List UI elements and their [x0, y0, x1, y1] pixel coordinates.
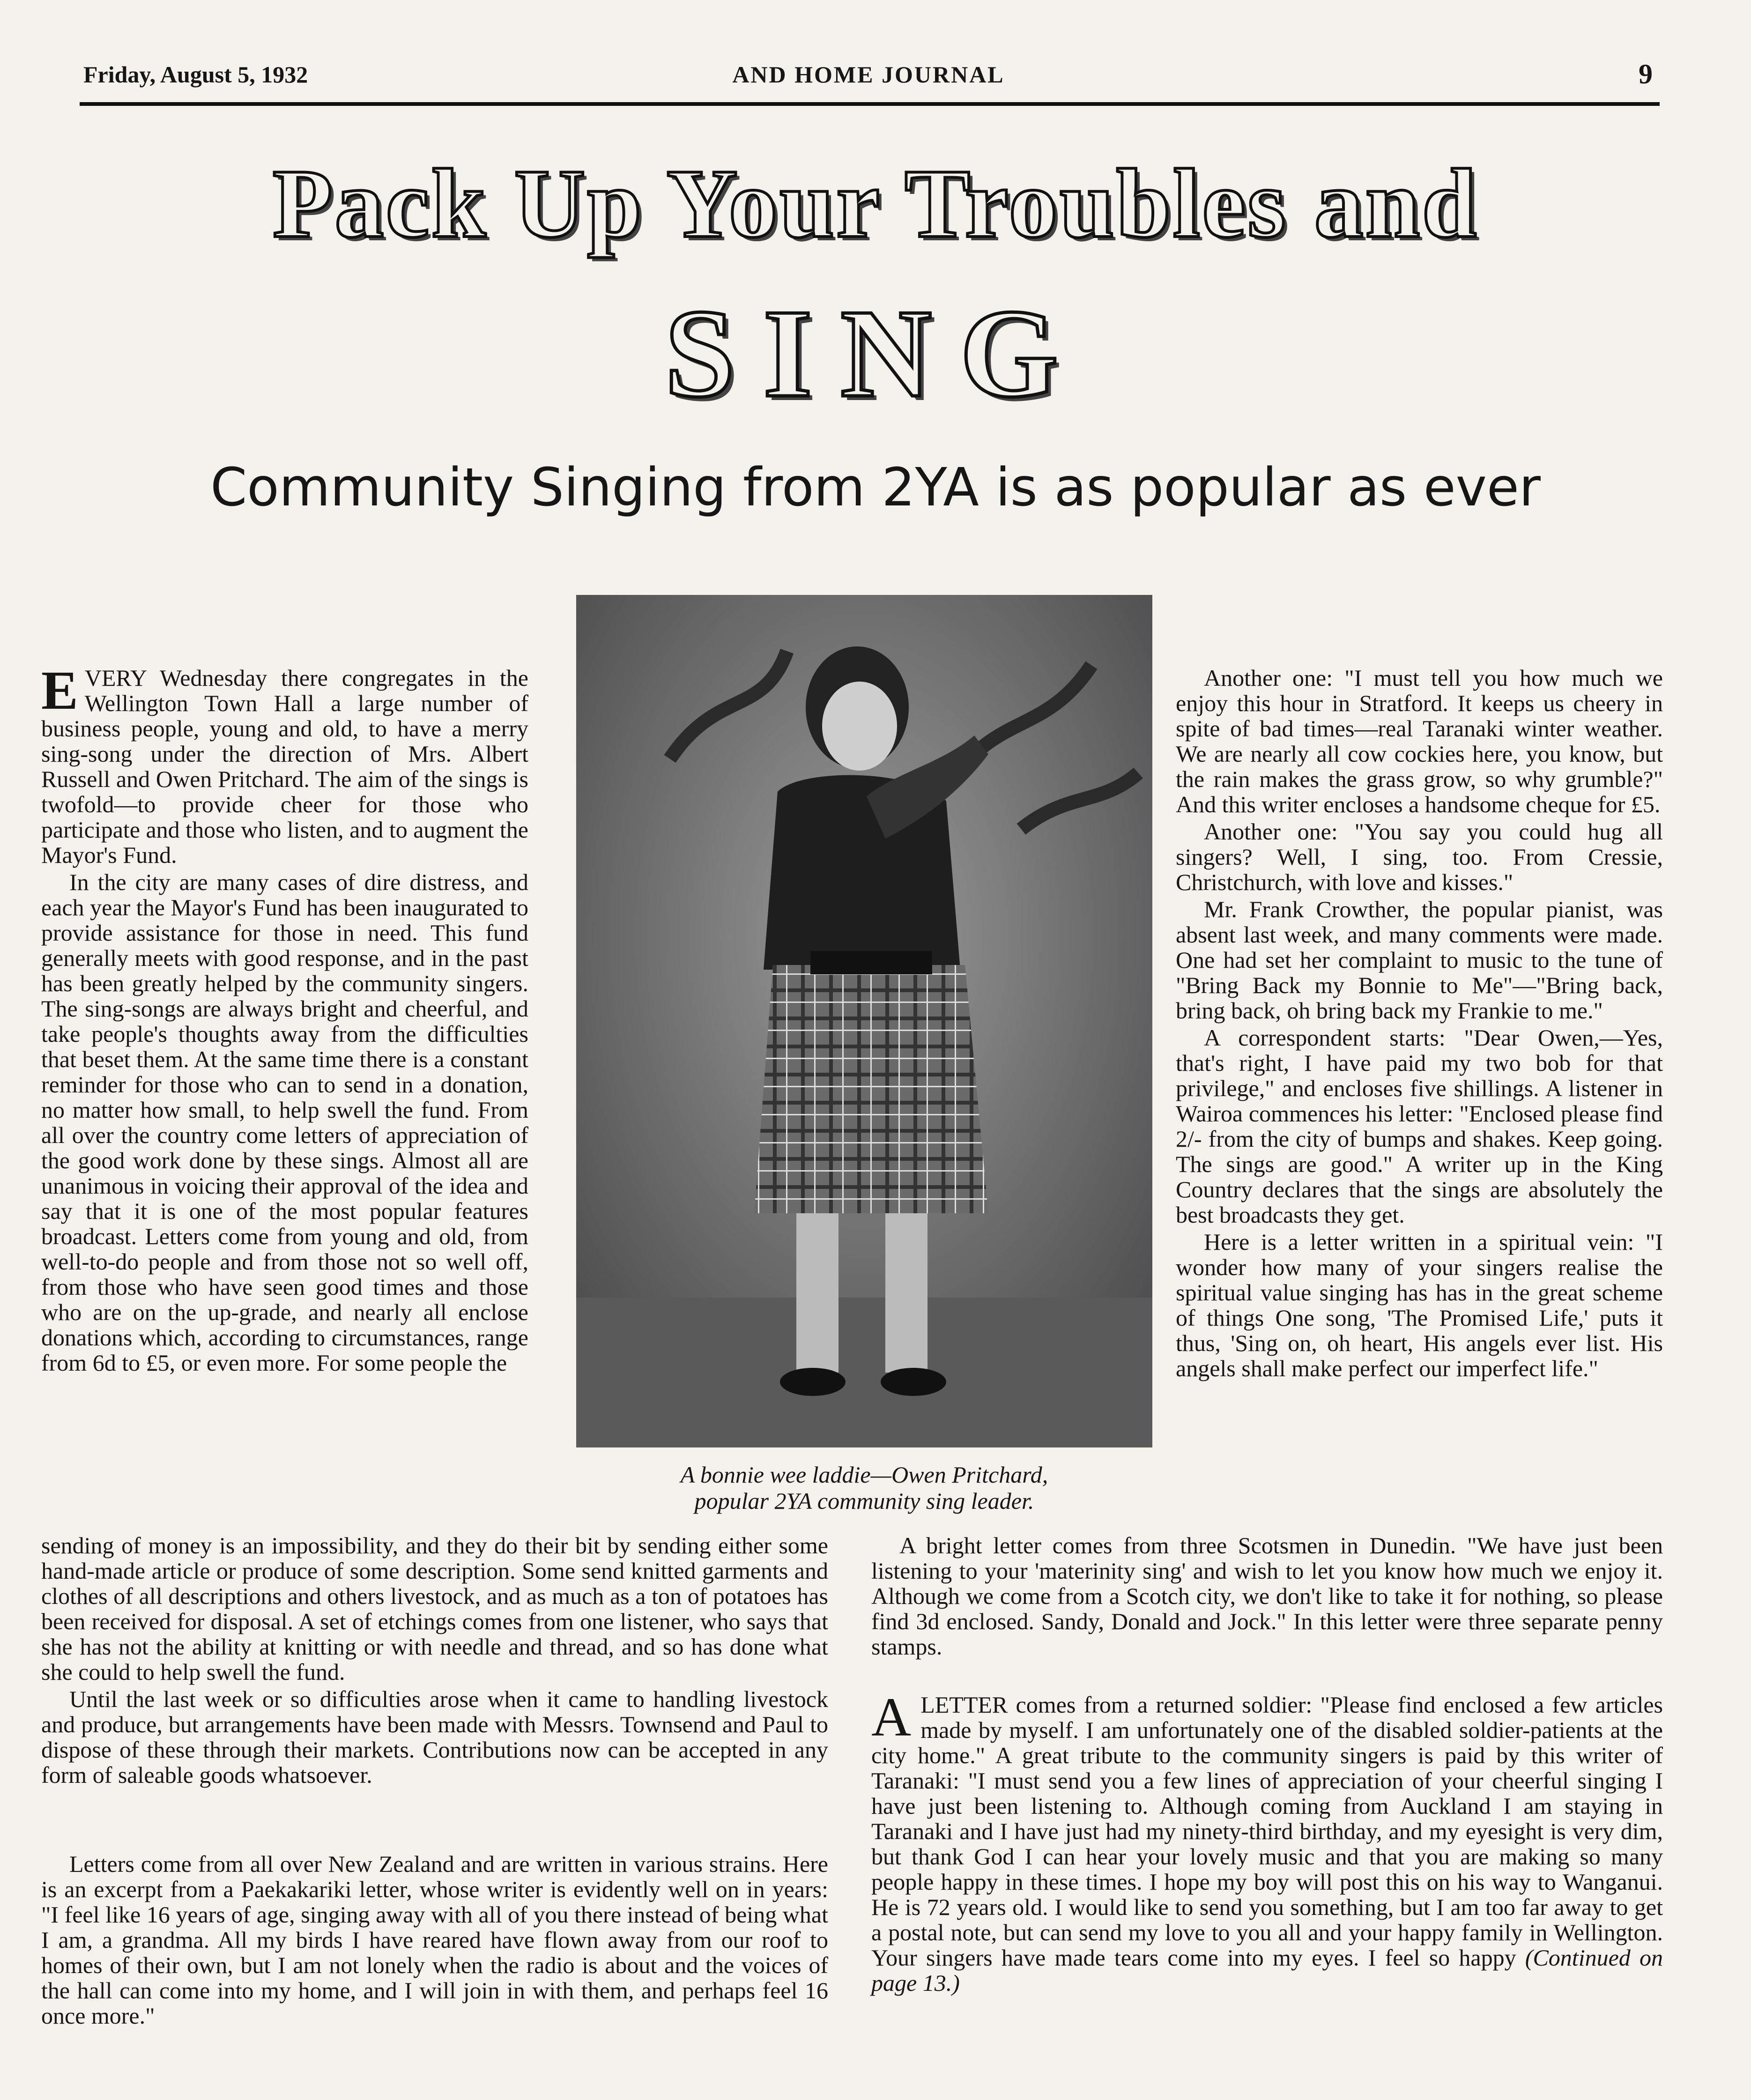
- subheadline: Community Singing from 2YA is as popular as ever: [210, 457, 1541, 518]
- owen-pritchard-photo: [576, 595, 1152, 1447]
- paragraph-cressie: Another one: "You say you could hug all singers? Well, I sing, too. From Cressie, Christchurch, with love and kisses.": [1176, 818, 1663, 895]
- paragraph-paekakariki: Letters come from all over New Zealand and are written in various strains. Here is an excerpt from a Paekakariki letter, whose writer is evidently well on in years: "I feel like 16 years of age, singing away with all of you there instead of being what I am, a grandma. All my birds I have reared have flown away from our roof to homes of their own, but I am not lonely when the radio is about and the voices of the hall can come into my home, and I will join in with them, and perhaps feel 16 once more.": [41, 1851, 828, 2029]
- paragraph-city-distress: In the city are many cases of dire distress, and each year the Mayor's Fund has been inaugurated to provide assistance for those in need. This fund generally meets with good response, and in the past has been greatly helped by the community singers. The sing-songs are always bright and cheerful, and take people's thoughts away from the difficulties that beset them. At the same time there is a constant reminder for those who can to send in a donation, no matter how small, to help swell the fund. From all over the country come letters of appreciation of the good work done by these sings. Almost all are unanimous in voicing their approval of the idea and say that it is one of the most popular features broadcast. Letters come from young and old, from well-to-do people and from those not so well off, from those who have seen good times and those who are on the up-grade, and nearly all enclose donations which, according to circumstances, range from 6d to £5, or even more. For some people the: [41, 869, 528, 1376]
- paragraph-spiritual: Here is a letter written in a spiritual vein: "I wonder how many of your singers realise the spiritual value singing has has in the great scheme of things One song, 'The Promised Life,' puts it thus, 'Sing on, oh heart, His angels ever list. His angels shall make perfect our imperfect life.": [1176, 1229, 1663, 1381]
- paragraph-sending-money: sending of money is an impossibility, and they do their bit by sending either some hand-made article or produce of some description. Some send knitted garments and clothes of all descriptions and others livestock, and as much as a ton of potatoes has been received for disposal. A set of etchings comes from one listener, who says that she has not the ability at knitting or with needle and thread, and so has done what she could to help swell the fund.: [41, 1532, 828, 1685]
- paragraph-soldier: [871, 1686, 1663, 1996]
- caption-line-1: A bonnie wee laddie—Owen Pritchard,: [680, 1462, 1048, 1488]
- photo-caption: [576, 1462, 1152, 1514]
- paragraph-frank-crowther: Mr. Frank Crowther, the popular pianist, was absent last week, and many comments were made. One had set her complaint to music to the tune of "Bring Back my Bonnie to Me"—"Bring back, bring back, oh bring back my Frankie to me.": [1176, 896, 1663, 1024]
- article-wide-left: [41, 1533, 828, 1789]
- journal-name: AND HOME JOURNAL: [732, 61, 1005, 88]
- caption-line-2: popular 2YA community sing leader.: [694, 1488, 1034, 1514]
- article-wide-right: [871, 1533, 1663, 1661]
- paragraph-correspondent: A correspondent starts: "Dear Owen,—Yes, that's right, I have paid my two bob for that privilege," and encloses five shillings. A listener in Wairoa commences his letter: "Enclosed please find 2/- from the city of bumps and shakes. Keep going. The sings are good." A writer up in the King Country declares that the sings are absolutely the best broadcasts they get.: [1176, 1024, 1663, 1228]
- headline-line2: SING: [664, 283, 1087, 423]
- soldier-text: LETTER comes from a returned soldier: "Please find enclosed a few articles made by myself. I am unfortunately one of the disabled soldier-patients at the city home." A great tribute to the community singers is paid by this writer of Taranaki: "I must send you a few lines of appreciation of your cheerful singing I have just been listening to. Although coming from Auckland I am staying in Taranaki and I have just had my ninety-third birthday, and my eyesight is very dim, but thank God I can hear your lovely music and that you are making so many people happy in these times. I hope my boy will post this on his way to Wanganui. He is 72 years old. I would like to send you something, but I am too far away to get a postal note, but can send my love to you all and your happy family in Wellington. Your singers have made tears come into my eyes. I feel so happy: [871, 1692, 1663, 1971]
- article-column-right: [1176, 665, 1663, 1383]
- headline-line1: Pack Up Your Troubles and: [272, 149, 1479, 258]
- continued-link[interactable]: (Continued on page 13.): [871, 1944, 1663, 1996]
- page-number: 9: [1639, 59, 1653, 89]
- paragraph-stratford: Another one: "I must tell you how much we enjoy this hour in Stratford. It keeps us cheery in spite of bad times—real Taranaki winter weather. We are nearly all cow cockies here, you know, but the rain makes the grass grow, so why grumble?" And this writer encloses a handsome cheque for £5.: [1176, 665, 1663, 817]
- article-wide-right-bottom: [871, 1686, 1663, 1997]
- page-header: [80, 56, 1657, 98]
- intro-text: VERY Wednesday there congregates in the Wellington Town Hall a large number of business people, young and old, to have a merry sing-song under the direction of Mrs. Albert Russell and Owen Pritchard. The aim of the sings is twofold—to provide cheer for those who participate and those who listen, and to augment the Mayor's Fund.: [41, 665, 528, 868]
- drop-cap-a: A: [871, 1686, 912, 1748]
- intro-paragraph: [41, 660, 528, 868]
- paragraph-scotsmen: A bright letter comes from three Scotsmen in Dunedin. "We have just been listening to your 'materinity sing' and wish to let you know how much we enjoy it. Although we come from a Scotch city, we don't like to take it for nothing, so please find 3d enclosed. Sandy, Donald and Jock." In this letter were three separate penny stamps.: [871, 1532, 1663, 1660]
- article-column-left: [41, 660, 528, 1377]
- drop-cap: E: [41, 660, 78, 721]
- header-rule: [80, 102, 1660, 106]
- article-wide-left-bottom: [41, 1851, 828, 2030]
- paragraph-livestock: Until the last week or so difficulties arose when it came to handling livestock and produce, but arrangements have been made with Messrs. Townsend and Paul to dispose of these through their markets. Contributions now can be accepted in any form of saleable goods whatsoever.: [41, 1686, 828, 1788]
- issue-date: Friday, August 5, 1932: [83, 61, 308, 88]
